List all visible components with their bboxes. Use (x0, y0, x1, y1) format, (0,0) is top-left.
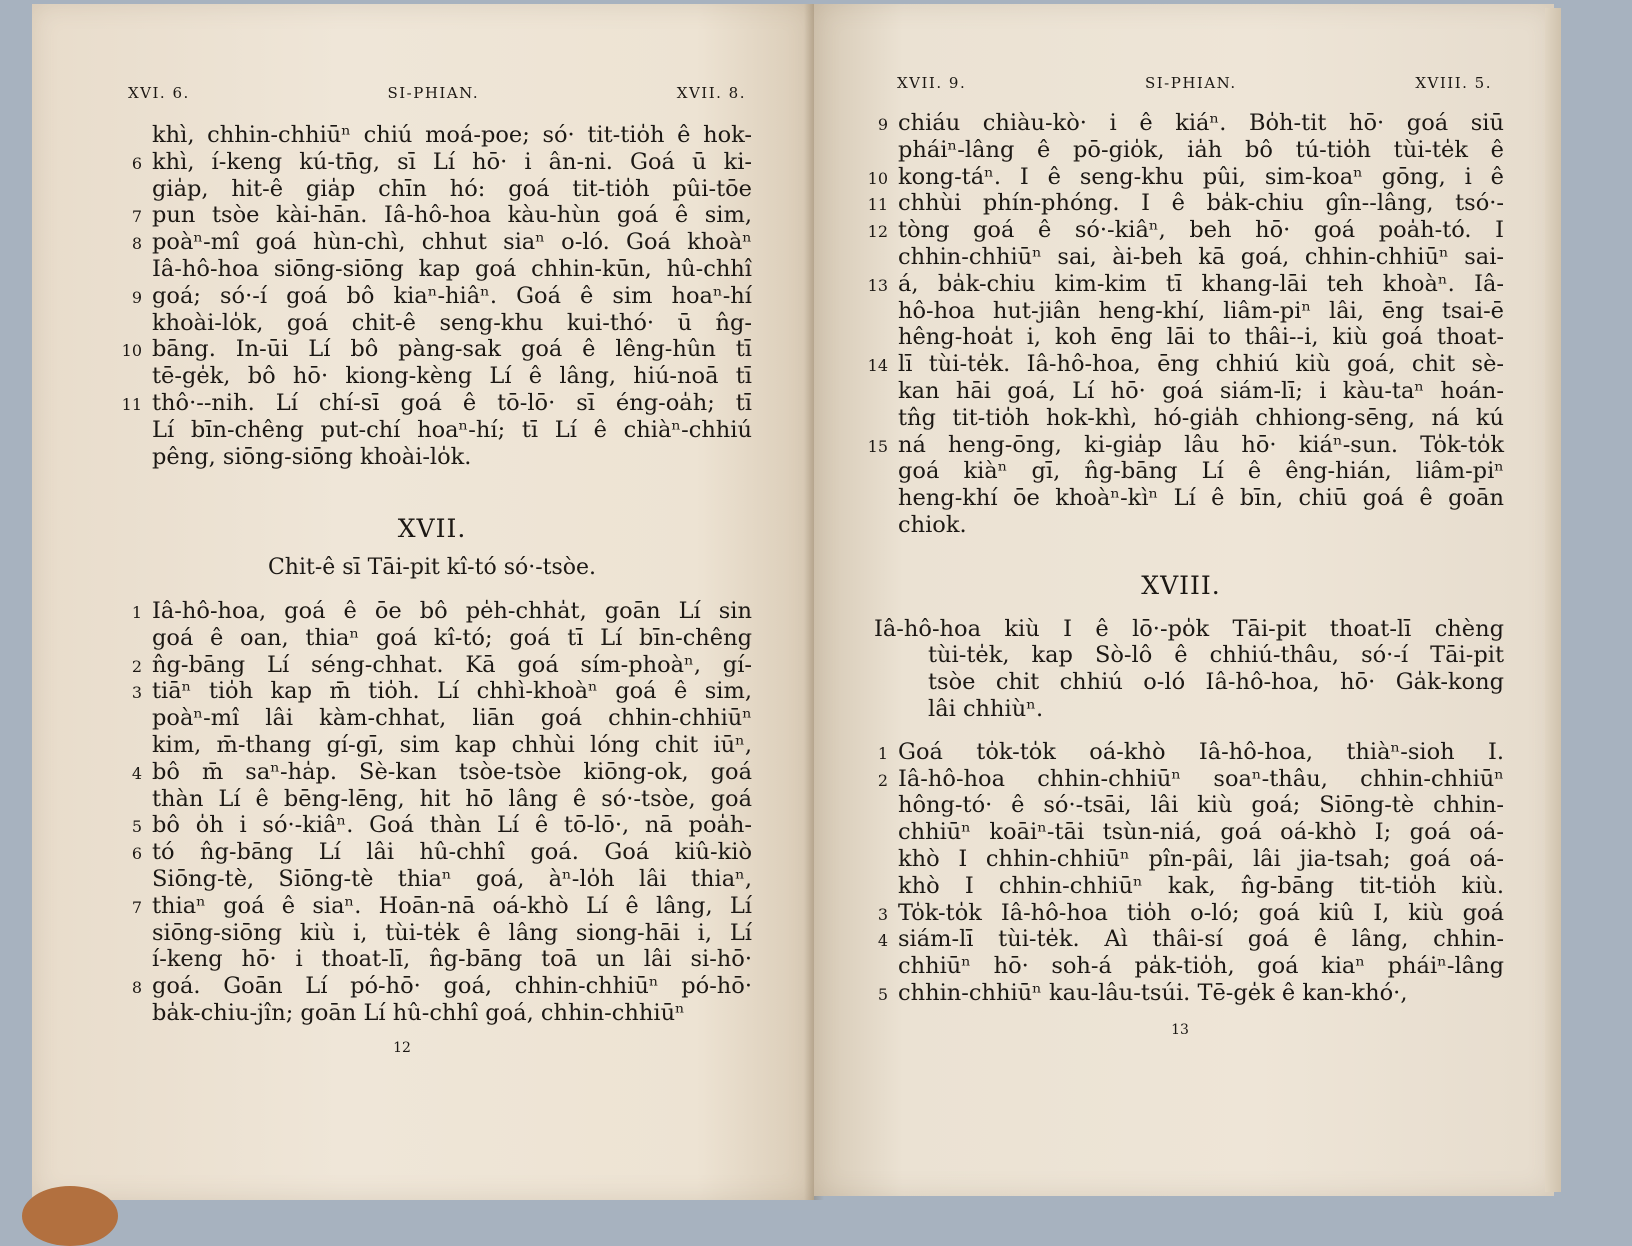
verse-text: khò I chhin-chhiūⁿ kak, n̂g-bāng tit-tio̍h kiù. (898, 872, 1504, 899)
verse-text: hông-tó· ê só·-tsāi, lâi kiù goá; Siōng-tè chhin- (898, 792, 1504, 819)
verse-number: 10 (121, 341, 142, 361)
verse-line (858, 137, 1504, 164)
verse-text: kan hāi goá, Lí hō· goá siám-lī; i kàu-taⁿ hoán- (898, 377, 1504, 404)
verse-text: tó n̂g-bāng Lí lâi hû-chhî goá. Goá kiû-kiò (152, 839, 752, 866)
verse-number: 4 (877, 931, 888, 951)
verse-line (112, 256, 752, 283)
verse-text: siōng-siōng kiù i, tùi-te̍k ê lâng siong-hāi i, Lí (152, 919, 752, 946)
verse-text: goá kiàⁿ gī, n̂g-bāng Lí ê êng-hián, liâm-piⁿ (898, 458, 1504, 485)
verse-text: chhiūⁿ hō· soh-á pa̍k-tio̍h, goá kiaⁿ pháiⁿ-lâng (898, 953, 1504, 980)
verse-line (112, 973, 752, 1000)
verse-text: hêng-hoa̍t i, koh ēng lāi to thâi--i, kiù goá thoat- (898, 324, 1504, 351)
summary-line (858, 616, 1504, 643)
summary-line (858, 642, 1504, 669)
verse-line (112, 229, 752, 256)
verse-line (112, 417, 752, 444)
verse-line (858, 512, 1504, 539)
verse-number: 10 (867, 168, 888, 188)
verse-number: 12 (867, 222, 888, 242)
summary-text: tùi-te̍k, kap Sò-lô ê chhiú-thâu, só·-í Tāi-pit (928, 642, 1504, 669)
right-top-block (858, 110, 1504, 539)
right-page (814, 4, 1554, 1196)
left-page (32, 4, 814, 1200)
verse-line (112, 839, 752, 866)
verse-text: bô o̍h i só·-kiâⁿ. Goá thàn Lí ê tō-lō·, nā poa̍h- (152, 812, 752, 839)
verse-text: khoài-lo̍k, goá chit-ê seng-khu kui-thó· ū n̂g- (152, 309, 752, 336)
verse-text: á, ba̍k-chiu kim-kim tī khang-lāi teh khoàⁿ. Iâ- (898, 270, 1504, 297)
verse-text: chhiūⁿ koāiⁿ-tāi tsùn-niá, goá oá-khò I; goá oá- (898, 819, 1504, 846)
verse-line (112, 866, 752, 893)
page-stack-edge (1545, 8, 1561, 1192)
chapter-heading-xvii: XVII. (397, 514, 467, 544)
verse-line (858, 873, 1504, 900)
verse-line (112, 202, 752, 229)
verse-text: hô-hoa hut-jiân heng-khí, liâm-piⁿ lâi, ēng tsai-ē (898, 297, 1504, 324)
verse-text: khì, chhin-chhiūⁿ chiú moá-poe; só· tit-tio̍h ê hok- (152, 122, 752, 148)
verse-text: lī tùi-te̍k. Iâ-hô-hoa, ēng chhiú kiù goá, chit sè- (898, 351, 1504, 378)
verse-text: bô m̄ saⁿ-ha̍p. Sè-kan tsòe-tsòe kiōng-ok, goá (152, 758, 752, 785)
summary-text: tsòe chit chhiú o-ló Iâ-hô-hoa, hō· Ga̍k-kong (928, 669, 1504, 696)
right-header-book-title: SI-PHIAN. (1144, 74, 1237, 92)
verse-line (112, 283, 752, 310)
verse-text: poàⁿ-mî lâi kàm-chhat, liān goá chhin-chhiūⁿ (152, 705, 752, 732)
verse-line (858, 900, 1504, 927)
verse-line (112, 176, 752, 203)
verse-line (112, 920, 752, 947)
verse-number: 7 (131, 207, 142, 227)
verse-text: pêng, siōng-siōng khoài-lo̍k. (152, 443, 472, 470)
verse-text: To̍k-to̍k Iâ-hô-hoa tio̍h o-ló; goá kiû I, kiù goá (898, 899, 1504, 926)
summary-line (858, 696, 1504, 723)
left-page-text (112, 122, 752, 1027)
chapter-xvii-subtitle: Chit-ê sī Tāi-pit kî-tó só·-tsòe. (267, 555, 597, 581)
verse-text: tē-ge̍k, bô hō· kiong-kèng Lí ê lâng, hiú-noā tī (152, 363, 752, 390)
verse-line (112, 625, 752, 652)
verse-number: 5 (131, 817, 142, 837)
left-header-chapter-end: XVII. 8. (676, 84, 746, 102)
left-bottom-block (112, 598, 752, 1027)
summary-line (858, 669, 1504, 696)
verse-number: 9 (877, 115, 888, 134)
chapter-xviii-summary (858, 616, 1504, 723)
chapter-heading-xviii: XVIII. (1141, 570, 1221, 600)
verse-line (858, 164, 1504, 191)
verse-number: 7 (131, 897, 142, 917)
verse-line (858, 458, 1504, 485)
verse-number: 8 (131, 234, 142, 254)
verse-text: Siōng-tè, Siōng-tè thiaⁿ goá, àⁿ-lo̍h lâi thiaⁿ, (152, 865, 752, 892)
verse-number: 11 (121, 394, 142, 414)
verse-text: Iâ-hô-hoa, goá ê ōe bô pe̍h-chha̍t, goān Lí sin (152, 597, 752, 624)
verse-text: khì, í-keng kú-tn̄g, sī Lí hō· i ân-ni. Goá ū ki- (152, 148, 752, 175)
left-top-block (112, 122, 752, 470)
right-bottom-block (858, 739, 1504, 1007)
verse-text: thàn Lí ê bēng-lēng, hit hō lâng ê só·-tsòe, goá (152, 785, 752, 812)
verse-line (858, 739, 1504, 766)
right-running-head (897, 74, 1492, 100)
verse-text: chhùi phín-phóng. I ê ba̍k-chiu gîn--lâng, tsó·- (898, 190, 1504, 217)
verse-text: tòng goá ê só·-kiâⁿ, beh hō· goá poa̍h-tó. I (898, 217, 1504, 244)
verse-text: siám-lī tùi-te̍k. Aì thâi-sí goá ê lâng, chhin- (898, 926, 1504, 953)
right-header-chapter-end: XVIII. 5. (1415, 74, 1492, 92)
verse-line (112, 336, 752, 363)
verse-text: goá ê oan, thiaⁿ goá kî-tó; goá tī Lí bīn-chêng (152, 624, 752, 651)
verse-number: 1 (877, 743, 888, 763)
verse-line (858, 432, 1504, 459)
verse-text: gia̍p, hit-ê gia̍p chīn hó: goá tit-tio̍h pûi-tōe (152, 175, 752, 202)
verse-line (858, 190, 1504, 217)
verse-text: n̂g-bāng Lí séng-chhat. Kā goá sím-phoàⁿ, gí- (152, 651, 752, 678)
verse-line (858, 378, 1504, 405)
verse-line (858, 351, 1504, 378)
verse-text: pun tsòe kài-hān. Iâ-hô-hoa kàu-hùn goá ê sim, (152, 202, 752, 229)
verse-number: 15 (867, 436, 888, 456)
verse-line (112, 1000, 752, 1027)
verse-line (858, 271, 1504, 298)
verse-number: 11 (867, 195, 888, 215)
right-header-chapter-start: XVII. 9. (897, 74, 967, 92)
verse-text: goá. Goān Lí pó-hō· goá, chhin-chhiūⁿ pó-hō· (152, 973, 752, 1000)
verse-line (858, 110, 1504, 137)
verse-number: 6 (131, 153, 142, 173)
right-page-number: 13 (1171, 1022, 1189, 1038)
left-running-head (128, 84, 746, 110)
verse-line (112, 310, 752, 337)
verse-text: chhin-chhiūⁿ kau-lâu-tsúi. Tē-ge̍k ê kan-khó·, (898, 979, 1408, 1006)
verse-text: pháiⁿ-lâng ê pō-gio̍k, ia̍h bô tú-tio̍h tùi-te̍k ê (898, 136, 1504, 163)
verse-line (112, 732, 752, 759)
verse-line (858, 217, 1504, 244)
verse-line (112, 678, 752, 705)
verse-number: 8 (131, 978, 142, 998)
verse-line (112, 652, 752, 679)
verse-text: chiok. (898, 511, 967, 538)
verse-line (112, 149, 752, 176)
verse-line (858, 953, 1504, 980)
verse-text: Goá to̍k-to̍k oá-khò Iâ-hô-hoa, thiàⁿ-sioh I. (898, 738, 1504, 765)
verse-text: khò I chhin-chhiūⁿ pîn-pâi, lâi jia-tsah; goá oá- (898, 845, 1504, 872)
verse-text: bāng. In-ūi Lí bô pàng-sak goá ê lêng-hûn tī (152, 336, 752, 363)
verse-text: tn̂g tit-tio̍h hok-khì, hó-gia̍h chhiong-sēng, ná kú (898, 404, 1504, 431)
verse-text: thiaⁿ goá ê siaⁿ. Hoān-nā oá-khò Lí ê lâng, Lí (152, 892, 752, 919)
verse-text: heng-khí ōe khoàⁿ-kìⁿ Lí ê bīn, chiū goá ê goān (898, 485, 1504, 512)
left-page-number: 12 (393, 1040, 411, 1056)
verse-line (112, 122, 752, 149)
verse-line (858, 244, 1504, 271)
verse-text: goá; só·-í goá bô kiaⁿ-hiâⁿ. Goá ê sim hoaⁿ-hí (152, 282, 752, 309)
verse-line (112, 946, 752, 973)
verse-number: 2 (877, 770, 888, 790)
verse-number: 6 (131, 844, 142, 864)
verse-line (858, 324, 1504, 351)
verse-text: chiáu chiàu-kò· i ê kiáⁿ. Bo̍h-tit hō· goá siū (898, 110, 1504, 136)
verse-line (858, 846, 1504, 873)
verse-line (858, 926, 1504, 953)
verse-number: 2 (131, 656, 142, 676)
verse-line (112, 390, 752, 417)
verse-text: ba̍k-chiu-jîn; goān Lí hû-chhî goá, chhin-chhiūⁿ (152, 999, 685, 1026)
verse-text: í-keng hō· i thoat-lī, n̂g-bāng toā un lâi si-hō· (152, 946, 752, 973)
verse-line (112, 786, 752, 813)
verse-line (112, 705, 752, 732)
verse-text: thô·--nih. Lí chí-sī goá ê tō-lō· sī éng-oa̍h; tī (152, 389, 752, 416)
thumb (22, 1186, 118, 1246)
verse-text: Iâ-hô-hoa chhin-chhiūⁿ soaⁿ-thâu, chhin-chhiūⁿ (898, 765, 1504, 792)
verse-number: 1 (131, 602, 142, 622)
verse-number: 9 (131, 287, 142, 307)
verse-text: Lí bīn-chêng put-chí hoaⁿ-hí; tī Lí ê chiàⁿ-chhiú (152, 416, 752, 443)
verse-text: ná heng-ōng, ki-gia̍p lâu hō· kiáⁿ-sun. To̍k-to̍k (898, 431, 1504, 458)
verse-line (858, 405, 1504, 432)
verse-text: poàⁿ-mî goá hùn-chì, chhut siaⁿ o-ló. Goá khoàⁿ (152, 229, 752, 256)
right-page-text (858, 110, 1504, 1007)
verse-line (112, 812, 752, 839)
verse-line (112, 893, 752, 920)
verse-line (112, 598, 752, 625)
verse-text: kong-táⁿ. I ê seng-khu pûi, sim-koaⁿ gōng, i ê (898, 163, 1504, 190)
verse-text: kim, m̄-thang gí-gī, sim kap chhùi lóng chit iūⁿ, (152, 731, 752, 758)
verse-line (858, 298, 1504, 325)
verse-number: 4 (131, 763, 142, 783)
verse-number: 3 (131, 683, 142, 703)
verse-number: 5 (877, 984, 888, 1004)
verse-line (858, 766, 1504, 793)
verse-text: chhin-chhiūⁿ sai, ài-beh kā goá, chhin-chhiūⁿ sai- (898, 243, 1504, 270)
verse-line (112, 363, 752, 390)
summary-text: Iâ-hô-hoa kiù I ê lō·-po̍k Tāi-pit thoat-lī chèng (874, 615, 1504, 642)
summary-text: lâi chhiùⁿ. (928, 695, 1044, 722)
verse-text: Iâ-hô-hoa siōng-siōng kap goá chhin-kūn, hû-chhî (152, 255, 752, 282)
verse-number: 3 (877, 904, 888, 924)
left-header-chapter-start: XVI. 6. (128, 84, 190, 102)
verse-number: 13 (867, 275, 888, 295)
verse-line (858, 819, 1504, 846)
verse-line (858, 485, 1504, 512)
verse-line (858, 792, 1504, 819)
verse-line (112, 759, 752, 786)
left-header-book-title: SI-PHIAN. (387, 84, 480, 102)
verse-line (112, 444, 752, 471)
verse-text: tiāⁿ tio̍h kap m̄ tio̍h. Lí chhì-khoàⁿ goá ê sim, (152, 678, 752, 705)
verse-number: 14 (867, 356, 888, 376)
verse-line (858, 980, 1504, 1007)
